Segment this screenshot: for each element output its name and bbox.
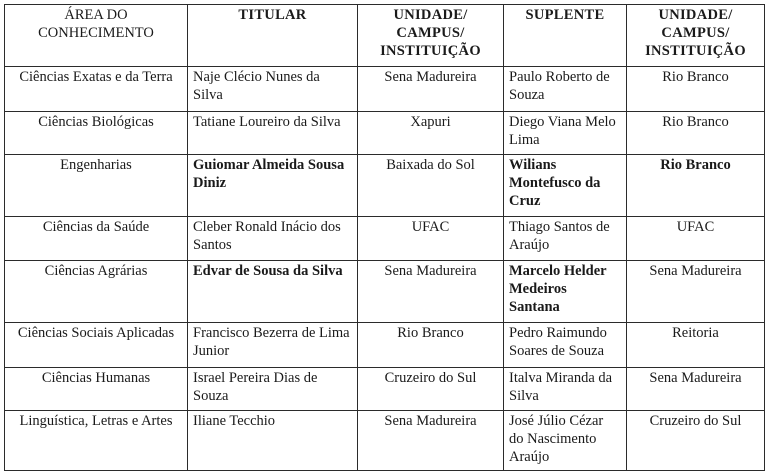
header-unidade-titular: UNIDADE/ CAMPUS/ INSTITUIÇÃO	[358, 5, 504, 67]
cell-area: Ciências da Saúde	[5, 217, 188, 261]
header-titular: TITULAR	[188, 5, 358, 67]
table-row	[5, 411, 765, 471]
cell-unidade-titular: Baixada do Sol	[358, 155, 504, 217]
table-row	[5, 155, 765, 217]
cell-unidade-suplente: Rio Branco	[627, 112, 765, 155]
cell-unidade-suplente: Sena Madureira	[627, 368, 765, 411]
cell-unidade-suplente: Cruzeiro do Sul	[627, 411, 765, 471]
cell-unidade-titular: Sena Madureira	[358, 261, 504, 323]
cell-area: Ciências Humanas	[5, 368, 188, 411]
table-row	[5, 368, 765, 411]
cell-suplente: Pedro Raimundo Soares de Souza	[504, 323, 627, 368]
cell-unidade-suplente: Rio Branco	[627, 155, 765, 217]
cell-titular: Iliane Tecchio	[188, 411, 358, 471]
cell-area: Ciências Exatas e da Terra	[5, 67, 188, 112]
table-row	[5, 217, 765, 261]
cell-unidade-suplente: Sena Madureira	[627, 261, 765, 323]
committee-table	[4, 4, 765, 471]
cell-suplente: Wilians Montefusco da Cruz	[504, 155, 627, 217]
cell-area: Engenharias	[5, 155, 188, 217]
cell-suplente: Paulo Roberto de Souza	[504, 67, 627, 112]
cell-titular: Guiomar Almeida Sousa Diniz	[188, 155, 358, 217]
header-row	[5, 5, 765, 67]
cell-titular: Edvar de Sousa da Silva	[188, 261, 358, 323]
cell-titular: Francisco Bezerra de Lima Junior	[188, 323, 358, 368]
cell-area: Linguística, Letras e Artes	[5, 411, 188, 471]
table-row	[5, 261, 765, 323]
cell-unidade-titular: Cruzeiro do Sul	[358, 368, 504, 411]
table-row	[5, 112, 765, 155]
cell-titular: Israel Pereira Dias de Souza	[188, 368, 358, 411]
cell-unidade-titular: Sena Madureira	[358, 67, 504, 112]
cell-suplente: José Júlio Cézar do Nascimento Araújo	[504, 411, 627, 471]
cell-unidade-titular: Xapuri	[358, 112, 504, 155]
cell-area: Ciências Sociais Aplicadas	[5, 323, 188, 368]
cell-suplente: Thiago Santos de Araújo	[504, 217, 627, 261]
header-unidade-suplente: UNIDADE/ CAMPUS/ INSTITUIÇÃO	[627, 5, 765, 67]
header-suplente: SUPLENTE	[504, 5, 627, 67]
cell-titular: Cleber Ronald Inácio dos Santos	[188, 217, 358, 261]
cell-unidade-suplente: Reitoria	[627, 323, 765, 368]
cell-unidade-suplente: UFAC	[627, 217, 765, 261]
document-page	[4, 4, 764, 470]
cell-area: Ciências Agrárias	[5, 261, 188, 323]
header-area: ÁREA DO CONHECIMENTO	[5, 5, 188, 67]
cell-area: Ciências Biológicas	[5, 112, 188, 155]
table-row	[5, 67, 765, 112]
cell-suplente: Marcelo Helder Medeiros Santana	[504, 261, 627, 323]
cell-titular: Naje Clécio Nunes da Silva	[188, 67, 358, 112]
cell-unidade-titular: UFAC	[358, 217, 504, 261]
cell-suplente: Italva Miranda da Silva	[504, 368, 627, 411]
cell-titular: Tatiane Loureiro da Silva	[188, 112, 358, 155]
cell-unidade-titular: Rio Branco	[358, 323, 504, 368]
cell-unidade-titular: Sena Madureira	[358, 411, 504, 471]
cell-suplente: Diego Viana Melo Lima	[504, 112, 627, 155]
cell-unidade-suplente: Rio Branco	[627, 67, 765, 112]
table-row	[5, 323, 765, 368]
